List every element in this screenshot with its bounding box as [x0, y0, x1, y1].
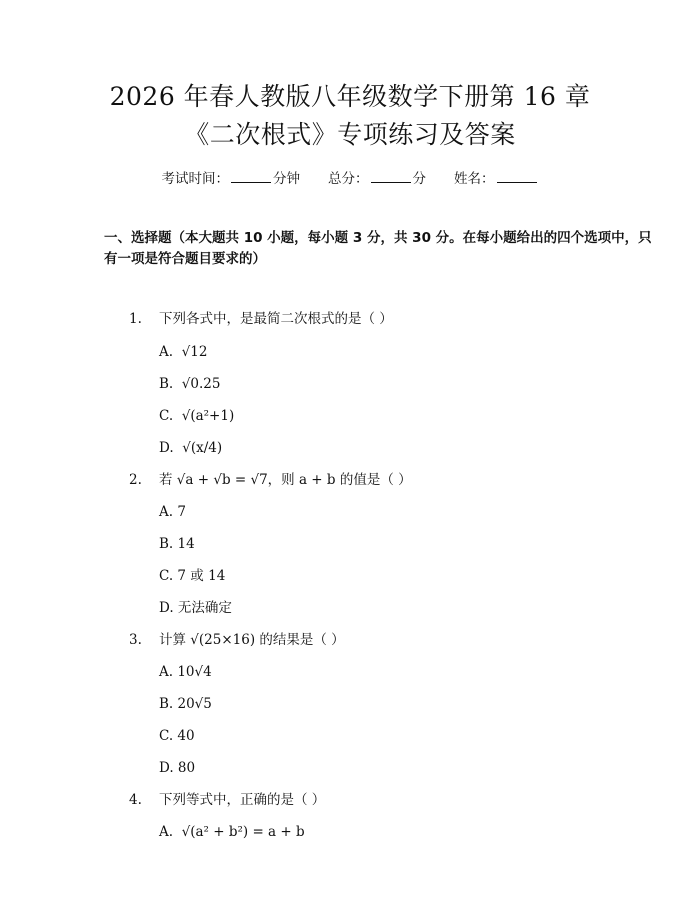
question-3-option-d: D. 80 — [159, 760, 196, 776]
question-number: 3. — [129, 632, 142, 648]
question-number: 1. — [129, 311, 142, 327]
question-text: 计算 √(25×16) 的结果是（ ） — [159, 632, 345, 648]
question-text: 下列等式中，正确的是（ ） — [159, 792, 326, 808]
question-2-option-c: C. 7 或 14 — [159, 568, 226, 584]
question-3-option-b: B. 20√5 — [159, 696, 212, 712]
question-3-option-c: C. 40 — [159, 728, 195, 744]
question-4-option-a: A. √(a² + b²) = a + b — [159, 824, 305, 840]
question-2 — [129, 470, 412, 490]
question-1-option-b: B. √0.25 — [159, 376, 221, 392]
document-title-line-1: 2026 年春人教版八年级数学下册第 16 章 — [109, 82, 591, 111]
question-2-option-b: B. 14 — [159, 536, 195, 552]
exam-time-blank — [231, 168, 271, 183]
question-1 — [129, 309, 393, 329]
exam-score-unit: 分 — [412, 171, 426, 187]
exam-name-label: 姓名： — [454, 171, 495, 187]
document-title-line-2: 《二次根式》专项练习及答案 — [184, 120, 516, 149]
question-1-option-c: C. √(a²+1) — [159, 408, 235, 424]
question-4 — [129, 790, 325, 810]
section-heading: 一、选择题（本大题共 10 小题，每小题 3 分，共 30 分。在每小题给出的四个选项中，只有一项是符合题目要求的） — [104, 230, 652, 267]
question-number: 4. — [129, 792, 142, 808]
exam-score-blank — [371, 168, 411, 183]
question-3-option-a: A. 10√4 — [159, 664, 212, 680]
question-2-option-a: A. 7 — [159, 504, 186, 520]
question-1-option-a: A. √12 — [159, 344, 208, 360]
exam-info — [0, 168, 700, 189]
exam-name-blank — [497, 168, 537, 183]
exam-score-label: 总分： — [328, 171, 369, 187]
question-text: 下列各式中，是最简二次根式的是（ ） — [159, 311, 393, 327]
question-1-option-d: D. √(x/4) — [159, 440, 223, 456]
exam-time-label: 考试时间： — [161, 171, 229, 187]
question-3 — [129, 630, 345, 650]
question-2-option-d: D. 无法确定 — [159, 600, 232, 616]
question-text: 若 √a + √b = √7，则 a + b 的值是（ ） — [159, 472, 412, 488]
exam-time-unit: 分钟 — [273, 171, 300, 187]
question-number: 2. — [129, 472, 142, 488]
